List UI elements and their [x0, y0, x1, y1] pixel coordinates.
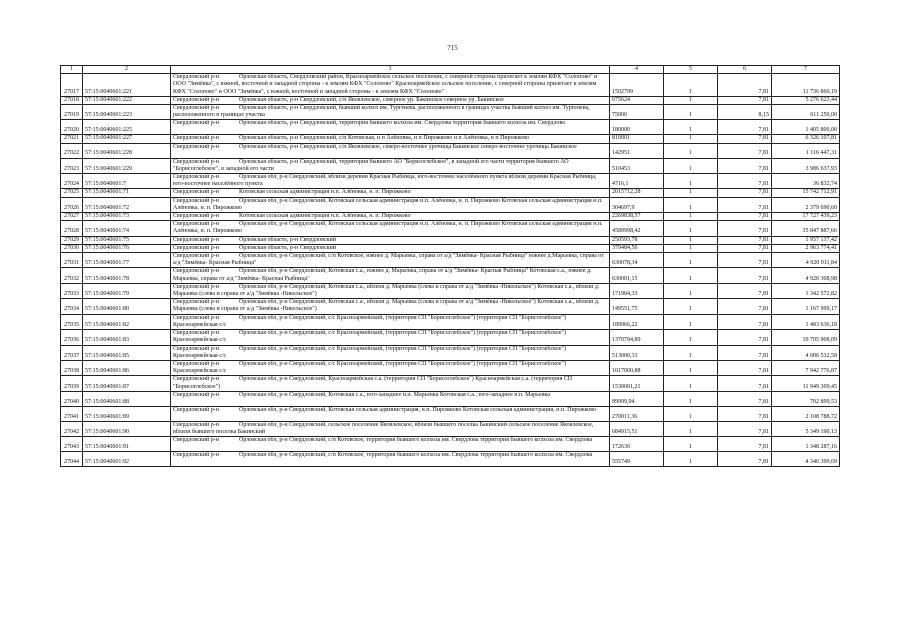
address-cell [171, 283, 610, 298]
address-text: Орловская обл, р-н Свердловский, с/п Котовское, южнее д. Марьевка, справа от а/д "Зимёвка- Красная Рыбница" южнее д.Марьевка, справа от а/д "Зимёвка- Красная Рыбница" [173, 253, 604, 267]
count-cell: 1 [664, 268, 718, 283]
rate-cell: 7,81 [718, 221, 772, 236]
table-row [61, 314, 840, 329]
row-number-cell: 27024 [61, 174, 83, 189]
address-cell [171, 330, 610, 345]
address-text: Орловская область, р-н Свердловский, с/п Котовская, н п Алёновка, н п Пирожково н п Алёновка, н п Пирожково [239, 135, 530, 142]
table-row [61, 143, 840, 158]
district-label: Свердловский р-н [173, 345, 219, 352]
count-cell: 1 [664, 283, 718, 298]
table-row [61, 105, 840, 120]
address-text: Орловская обл, р-н Свердловский, Котовская с.а., вблизи д. Марьевка (слева и справа от а/д "Зимёвка -Никольское") Котовская с.а., вблизи д. Марьевка (слева и справа от а/д "Зимёвка -Никольское") [173, 283, 600, 298]
cadastral-number-cell: 57:15:0040601:83 [83, 330, 171, 345]
district-label: Свердловский р-н [173, 96, 219, 103]
cadastral-value-cell: 1 957 137,42 [772, 236, 840, 244]
address-text: Котовская сельская администрация н.п. Алёновка, н. п. Пирожково [239, 213, 411, 220]
address-cell [171, 406, 610, 421]
cadastral-value-cell: 15 742 712,91 [772, 189, 840, 197]
table-row [61, 376, 840, 391]
area-cell: 555749 [610, 452, 664, 467]
header-cell: 3 [171, 66, 610, 74]
rate-cell: 7,81 [718, 437, 772, 452]
cadastral-number-cell: 57:15:0040601:225 [83, 120, 171, 135]
area-cell: 379484,56 [610, 244, 664, 252]
row-number-cell: 27025 [61, 189, 83, 197]
rate-cell: 7,81 [718, 120, 772, 135]
area-cell: 89999,94 [610, 391, 664, 406]
cadastral-number-cell: 57:15:0040601:75 [83, 236, 171, 244]
cadastral-value-cell: 35 847 887,66 [772, 221, 840, 236]
area-cell: 630078,34 [610, 253, 664, 268]
rate-cell: 7,81 [718, 213, 772, 221]
area-cell: 1530001,21 [610, 376, 664, 391]
rate-cell: 7,81 [718, 197, 772, 212]
area-cell: 510453 [610, 158, 664, 173]
area-cell: 684915,51 [610, 421, 664, 436]
table-row [61, 406, 840, 421]
count-cell: 1 [664, 236, 718, 244]
rate-cell: 7,81 [718, 391, 772, 406]
row-number-cell: 27028 [61, 221, 83, 236]
table-row [61, 299, 840, 314]
cadastral-value-table [60, 65, 840, 467]
row-number-cell: 27033 [61, 283, 83, 298]
area-cell: 1370794,89 [610, 330, 664, 345]
rate-cell: 7,81 [718, 143, 772, 158]
address-text: Орловская обл, р-н Свердловский, с/п Котовское, территория бывшего колхоза им. Свердлова территория бывшего колхоза им. Свердлова [239, 437, 593, 444]
district-label: Свердловский р-н [173, 437, 219, 444]
address-text: Орловская область, р-н Свердловский [239, 236, 336, 243]
cadastral-value-cell: 11 736 860,19 [772, 74, 840, 97]
address-text: Орловская обл, р-н Свердловский, Красноармейская с.а. (территория СП "Борисоглебское") Красноармейская с.а. (территория СП "Борисоглебское") [173, 376, 573, 390]
cadastral-number-cell: 57:15:0040601:221 [83, 74, 171, 97]
address-text: Орловская обл, р-н Свердловский, Котовская с.а., вблизи д. Марьевка (слева и справа от а/д "Зимёвка -Никольское") Котовская с.а., вблизи д. Марьевка (слева и справа от а/д "Зимёвка -Никольское") [173, 299, 600, 313]
count-cell: 1 [664, 360, 718, 375]
district-label: Свердловский р-н [173, 105, 219, 112]
row-number-cell: 27042 [61, 421, 83, 436]
rate-cell: 8,15 [718, 105, 772, 120]
cadastral-number-cell: 57:15:0040601:79 [83, 283, 171, 298]
header-cell: 6 [718, 66, 772, 74]
address-cell [171, 189, 610, 197]
address-text: Орловская обл, р-н Свердловский, сельское поселение Яковлевское, вблизи бывшего поселка Бакинский сельское поселение Яковлевское, вблизи бывшего поселка Бакинский [173, 421, 594, 435]
district-label: Свердловский р-н [173, 391, 219, 398]
district-label: Свердловский р-н [173, 213, 219, 220]
row-number-cell: 27026 [61, 197, 83, 212]
cadastral-number-cell: 57:15:0040601:227 [83, 135, 171, 143]
count-cell: 1 [664, 135, 718, 143]
district-label: Свердловский р-н [173, 143, 219, 150]
address-cell [171, 174, 610, 189]
count-cell: 1 [664, 391, 718, 406]
rate-cell: 7,81 [718, 421, 772, 436]
cadastral-value-cell: 4 920 911,84 [772, 253, 840, 268]
address-cell [171, 96, 610, 104]
area-cell: 675624 [610, 96, 664, 104]
address-cell [171, 299, 610, 314]
count-cell: 1 [664, 345, 718, 360]
table-row [61, 268, 840, 283]
address-text: Орловская область, Свердловский район, Красноармейское сельское поселение, с северной стороны прилегает к землям КФХ "Солопово" и ООО "Зимёвка", с южной, восточной и западной стороны - к землям КФХ "Солопово" Красноармейское сельское поселение, с северной стороны прилегает к землям КФХ "Солопово" и ООО "Зимёвка", с южной, восточной и западной стороны - к землям КФХ "Солопово" [173, 74, 598, 95]
row-number-cell: 27019 [61, 105, 83, 120]
address-cell [171, 135, 610, 143]
district-label: Свердловский р-н [173, 221, 219, 228]
row-number-cell: 27037 [61, 345, 83, 360]
rate-cell: 7,81 [718, 174, 772, 189]
district-label: Свердловский р-н [173, 74, 219, 81]
address-cell [171, 221, 610, 236]
cadastral-number-cell: 57:15:0040601:82 [83, 314, 171, 329]
rate-cell: 7,81 [718, 314, 772, 329]
address-cell [171, 360, 610, 375]
rate-cell: 7,81 [718, 189, 772, 197]
table-row [61, 221, 840, 236]
cadastral-value-cell: 17 727 439,23 [772, 213, 840, 221]
district-label: Свердловский р-н [173, 135, 219, 142]
row-number-cell: 27043 [61, 437, 83, 452]
address-cell [171, 74, 610, 97]
cadastral-number-cell: 57:15:0040601:86 [83, 360, 171, 375]
district-label: Свердловский р-н [173, 253, 219, 260]
count-cell: 1 [664, 437, 718, 452]
district-label: Свердловский р-н [173, 330, 219, 337]
header-cell: 4 [610, 66, 664, 74]
cadastral-number-cell: 57:15:0040601:72 [83, 197, 171, 212]
area-cell: 2015712,28 [610, 189, 664, 197]
count-cell: 1 [664, 452, 718, 467]
cadastral-value-cell: 6 326 107,81 [772, 135, 840, 143]
count-cell: 1 [664, 244, 718, 252]
table-row [61, 244, 840, 252]
cadastral-number-cell: 57:15:0040601:223 [83, 105, 171, 120]
count-cell: 1 [664, 421, 718, 436]
cadastral-number-cell: 57:15:0040601:87 [83, 376, 171, 391]
address-cell [171, 197, 610, 212]
cadastral-number-cell: 57:15:0040601:7 [83, 174, 171, 189]
rate-cell: 7,81 [718, 406, 772, 421]
cadastral-value-cell: 1 405 800,00 [772, 120, 840, 135]
count-cell: 1 [664, 314, 718, 329]
row-number-cell: 27041 [61, 406, 83, 421]
address-text: Орловская область, р-н Свердловский [239, 244, 336, 251]
row-number-cell: 27032 [61, 268, 83, 283]
row-number-cell: 27040 [61, 391, 83, 406]
rate-cell: 7,81 [718, 299, 772, 314]
count-cell: 1 [664, 213, 718, 221]
cadastral-value-cell: 4 006 532,58 [772, 345, 840, 360]
address-cell [171, 244, 610, 252]
count-cell: 1 [664, 197, 718, 212]
address-cell [171, 158, 610, 173]
count-cell: 1 [664, 406, 718, 421]
cadastral-number-cell: 57:15:0040601:85 [83, 345, 171, 360]
count-cell: 1 [664, 221, 718, 236]
cadastral-number-cell: 57:15:0040601:73 [83, 213, 171, 221]
cadastral-number-cell: 57:15:0040601:74 [83, 221, 171, 236]
area-cell: 75000 [610, 105, 664, 120]
header-cell: 7 [772, 66, 840, 74]
row-number-cell: 27027 [61, 213, 83, 221]
table-row [61, 189, 840, 197]
cadastral-value-cell: 1 483 636,18 [772, 314, 840, 329]
row-number-cell: 27038 [61, 360, 83, 375]
cadastral-value-cell: 3 986 637,93 [772, 158, 840, 173]
count-cell: 1 [664, 376, 718, 391]
cadastral-number-cell: 57:15:0040601:88 [83, 391, 171, 406]
area-cell: 1017000,88 [610, 360, 664, 375]
row-number-cell: 27035 [61, 314, 83, 329]
cadastral-value-cell: 1 342 572,82 [772, 283, 840, 298]
cadastral-number-cell: 57:15:0040601:78 [83, 268, 171, 283]
rate-cell: 7,81 [718, 74, 772, 97]
district-label: Свердловский р-н [173, 406, 219, 413]
rate-cell: 7,81 [718, 360, 772, 375]
address-cell [171, 437, 610, 452]
cadastral-value-cell: 4 920 308,98 [772, 268, 840, 283]
cadastral-value-cell: 611 250,00 [772, 105, 840, 120]
count-cell: 1 [664, 299, 718, 314]
table-row [61, 391, 840, 406]
table-row [61, 120, 840, 135]
cadastral-value-cell: 2 108 788,72 [772, 406, 840, 421]
area-cell: 270011,36 [610, 406, 664, 421]
row-number-cell: 27034 [61, 299, 83, 314]
area-cell: 1502799 [610, 74, 664, 97]
cadastral-value-cell: 36 832,74 [772, 174, 840, 189]
rate-cell: 7,81 [718, 135, 772, 143]
area-cell: 810001 [610, 135, 664, 143]
cadastral-value-cell: 2 963 774,41 [772, 244, 840, 252]
address-text: Орловская область, р-н Свердловский, с/п Яковлевское, северное ур. Бакинское северное ур. Бакинское [239, 96, 504, 103]
row-number-cell: 27022 [61, 143, 83, 158]
rate-cell: 7,81 [718, 236, 772, 244]
table-row [61, 360, 840, 375]
table-row [61, 96, 840, 104]
table-row [61, 213, 840, 221]
cadastral-value-cell: 10 705 908,09 [772, 330, 840, 345]
table-row [61, 283, 840, 298]
district-label: Свердловский р-н [173, 197, 219, 204]
cadastral-number-cell: 57:15:0040601:91 [83, 437, 171, 452]
header-cell: 2 [83, 66, 171, 74]
area-cell: 149551,75 [610, 299, 664, 314]
row-number-cell: 27029 [61, 236, 83, 244]
area-cell: 4716,1 [610, 174, 664, 189]
district-label: Свердловский р-н [173, 421, 219, 428]
cadastral-number-cell: 57:15:0040601:71 [83, 189, 171, 197]
district-label: Свердловский р-н [173, 376, 219, 383]
address-text: Орловская область, р-н Свердловский, территория бывшего колхоза им. Свердлова территория бывшего колхоза им. Свердлова [239, 120, 565, 127]
table-row [61, 421, 840, 436]
row-number-cell: 27031 [61, 253, 83, 268]
address-cell [171, 345, 610, 360]
row-number-cell: 27021 [61, 135, 83, 143]
header-row [61, 66, 840, 74]
area-cell: 142951 [610, 143, 664, 158]
count-cell: 1 [664, 189, 718, 197]
row-number-cell: 27030 [61, 244, 83, 252]
address-text: Орловская обл, р-н Свердловский, Котовская сельская администрация н.п. Алёновка, н. п. Пирожково Котовская сельская администрация н.п. Алёновка, н. п. Пирожково [173, 221, 603, 235]
count-cell: 1 [664, 174, 718, 189]
row-number-cell: 27018 [61, 96, 83, 104]
district-label: Свердловский р-н [173, 452, 219, 459]
address-text: Котовская сельская администрация н.п. Алёновка, н. п. Пирожково [239, 189, 411, 196]
address-text: Орловская область, р-н Свердловский, территория бывшего АО "Борисоглебское", в западной его части территория бывшего АО "Борисоглебское", в западной его части [173, 158, 569, 172]
area-cell: 304697,9 [610, 197, 664, 212]
rate-cell: 7,81 [718, 376, 772, 391]
rate-cell: 7,81 [718, 253, 772, 268]
address-cell [171, 120, 610, 135]
count-cell: 1 [664, 105, 718, 120]
area-cell: 2269838,57 [610, 213, 664, 221]
district-label: Свердловский р-н [173, 236, 219, 243]
cadastral-value-cell: 5 349 190,13 [772, 421, 840, 436]
cadastral-value-cell: 11 949 309,45 [772, 376, 840, 391]
area-cell: 513000,33 [610, 345, 664, 360]
rate-cell: 7,81 [718, 268, 772, 283]
cadastral-number-cell: 57:15:0040601:77 [83, 253, 171, 268]
header-cell: 5 [664, 66, 718, 74]
cadastral-value-cell: 702 899,53 [772, 391, 840, 406]
rate-cell: 7,81 [718, 283, 772, 298]
district-label: Свердловский р-н [173, 299, 219, 306]
table-row [61, 345, 840, 360]
table-row [61, 437, 840, 452]
header-cell: 1 [61, 66, 83, 74]
count-cell: 1 [664, 253, 718, 268]
rate-cell: 7,81 [718, 96, 772, 104]
cadastral-value-cell: 2 379 690,60 [772, 197, 840, 212]
area-cell: 4589998,42 [610, 221, 664, 236]
address-cell [171, 376, 610, 391]
address-cell [171, 452, 610, 467]
cadastral-number-cell: 57:15:0040601:222 [83, 96, 171, 104]
cadastral-number-cell: 57:15:0040601:90 [83, 421, 171, 436]
cadastral-number-cell: 57:15:0040601:229 [83, 158, 171, 173]
row-number-cell: 27023 [61, 158, 83, 173]
address-text: Орловская обл, р-н Свердловский, Котовская сельская администрация н.п. Алёновка, н. п. Пирожково Котовская сельская администрация н.п. Алёновка, н. п. Пирожково [173, 197, 603, 211]
district-label: Свердловский р-н [173, 244, 219, 251]
count-cell: 1 [664, 143, 718, 158]
cadastral-number-cell: 57:15:0040601:76 [83, 244, 171, 252]
table-row [61, 158, 840, 173]
cadastral-value-cell: 5 276 623,44 [772, 96, 840, 104]
address-text: Орловская обл, р-н Свердловский, с/п Котовское, территория бывшего колхоза им. Свердлова территория бывшего колхоза им. Свердлова [239, 452, 593, 459]
row-number-cell: 27036 [61, 330, 83, 345]
area-cell: 250593,78 [610, 236, 664, 244]
table-row [61, 236, 840, 244]
row-number-cell: 27044 [61, 452, 83, 467]
address-text: Орловская обл, р-н Свердловский, с/с Красноармейский, (территория СП "Борисоглебское") (территория СП "Борисоглебское") Красноармейская с/с [173, 330, 566, 344]
rate-cell: 7,81 [718, 345, 772, 360]
district-label: Свердловский р-н [173, 314, 219, 321]
address-cell [171, 391, 610, 406]
district-label: Свердловский р-н [173, 158, 219, 165]
address-text: Орловская обл, р-н Свердловский, с/с Красноармейский, (территория СП "Борисоглебское") (территория СП "Борисоглебское") Красноармейская с/с [173, 360, 566, 375]
area-cell: 171904,33 [610, 283, 664, 298]
address-cell [171, 105, 610, 120]
address-cell [171, 253, 610, 268]
rate-cell: 7,81 [718, 452, 772, 467]
page-number: 715 [447, 44, 458, 52]
row-number-cell: 27017 [61, 74, 83, 97]
rate-cell: 7,81 [718, 330, 772, 345]
district-label: Свердловский р-н [173, 268, 219, 275]
address-cell [171, 314, 610, 329]
table-row [61, 174, 840, 189]
cadastral-number-cell: 57:15:0040601:80 [83, 299, 171, 314]
cadastral-number-cell: 57:15:0040601:228 [83, 143, 171, 158]
table-row [61, 74, 840, 97]
address-text: Орловская обл, р-н Свердловский, Котовская с.а., южнее д. Марьевка, справа от а/д "Зимёвка- Красная Рыбница" Котовская с.а., южнее д. Марьевка, справа от а/д "Зимёвка- Красная Рыбница" [173, 268, 592, 282]
address-text: Орловская область, р-н Свердловский, с/п Яковлевское, северо-восточнее урочища Бакинское северо-восточнее урочища Бакинское [239, 143, 577, 150]
address-text: Орловская обл, р-н Свердловский, вблизи деревни Красная Рыбница, юго-восточнее населённого пункта вблизи деревни Красная Рыбница, юго-восточнее населённого пункта [173, 174, 597, 188]
table-row [61, 330, 840, 345]
row-number-cell: 27020 [61, 120, 83, 135]
district-label: Свердловский р-н [173, 189, 219, 196]
district-label: Свердловский р-н [173, 283, 219, 290]
table-row [61, 197, 840, 212]
count-cell: 1 [664, 74, 718, 97]
address-cell [171, 236, 610, 244]
area-cell: 172636 [610, 437, 664, 452]
district-label: Свердловский р-н [173, 360, 219, 367]
address-cell [171, 268, 610, 283]
address-text: Орловская обл, р-н Свердловский, Котовская сельская администрация, н.п. Пирожково Котовская сельская администрация, н.п. Пирожково [239, 406, 597, 413]
cadastral-number-cell: 57:15:0040601:89 [83, 406, 171, 421]
area-cell: 630001,15 [610, 268, 664, 283]
count-cell: 1 [664, 158, 718, 173]
area-cell: 180000 [610, 120, 664, 135]
address-text: Орловская обл, р-н Свердловский, с/с Красноармейский, (территория СП "Борисоглебское") (территория СП "Борисоглебское") Красноармейская с/с [173, 314, 566, 328]
cadastral-value-cell: 4 340 399,69 [772, 452, 840, 467]
count-cell: 1 [664, 120, 718, 135]
cadastral-value-cell: 1 167 999,17 [772, 299, 840, 314]
address-text: Орловская обл, р-н Свердловский, Котовская с.а., юго-западнее н.п. Марьевка Котовская с.а., юго-западнее н.п. Марьевка [239, 391, 550, 398]
count-cell: 1 [664, 96, 718, 104]
address-cell [171, 213, 610, 221]
cadastral-value-cell: 1 116 447,31 [772, 143, 840, 158]
address-cell [171, 421, 610, 436]
rate-cell: 7,81 [718, 158, 772, 173]
address-text: Орловская область, р-н Свердловский, бывший колхоз им. Тургенева, расположенного в границах участка бывший колхоз им. Тургенева, расположенного в границах участка [173, 105, 590, 119]
cadastral-number-cell: 57:15:0040601:92 [83, 452, 171, 467]
district-label: Свердловский р-н [173, 174, 219, 181]
count-cell: 1 [664, 330, 718, 345]
cadastral-value-cell: 1 348 287,16 [772, 437, 840, 452]
area-cell: 189966,22 [610, 314, 664, 329]
row-number-cell: 27039 [61, 376, 83, 391]
district-label: Свердловский р-н [173, 120, 219, 127]
rate-cell: 7,81 [718, 244, 772, 252]
address-text: Орловская обл, р-н Свердловский, с/с Красноармейский, (территория СП "Борисоглебское") (территория СП "Борисоглебское") Красноармейская с/с [173, 345, 566, 359]
table-row [61, 253, 840, 268]
table-row [61, 135, 840, 143]
cadastral-value-cell: 7 942 776,87 [772, 360, 840, 375]
table-row [61, 452, 840, 467]
address-cell [171, 143, 610, 158]
